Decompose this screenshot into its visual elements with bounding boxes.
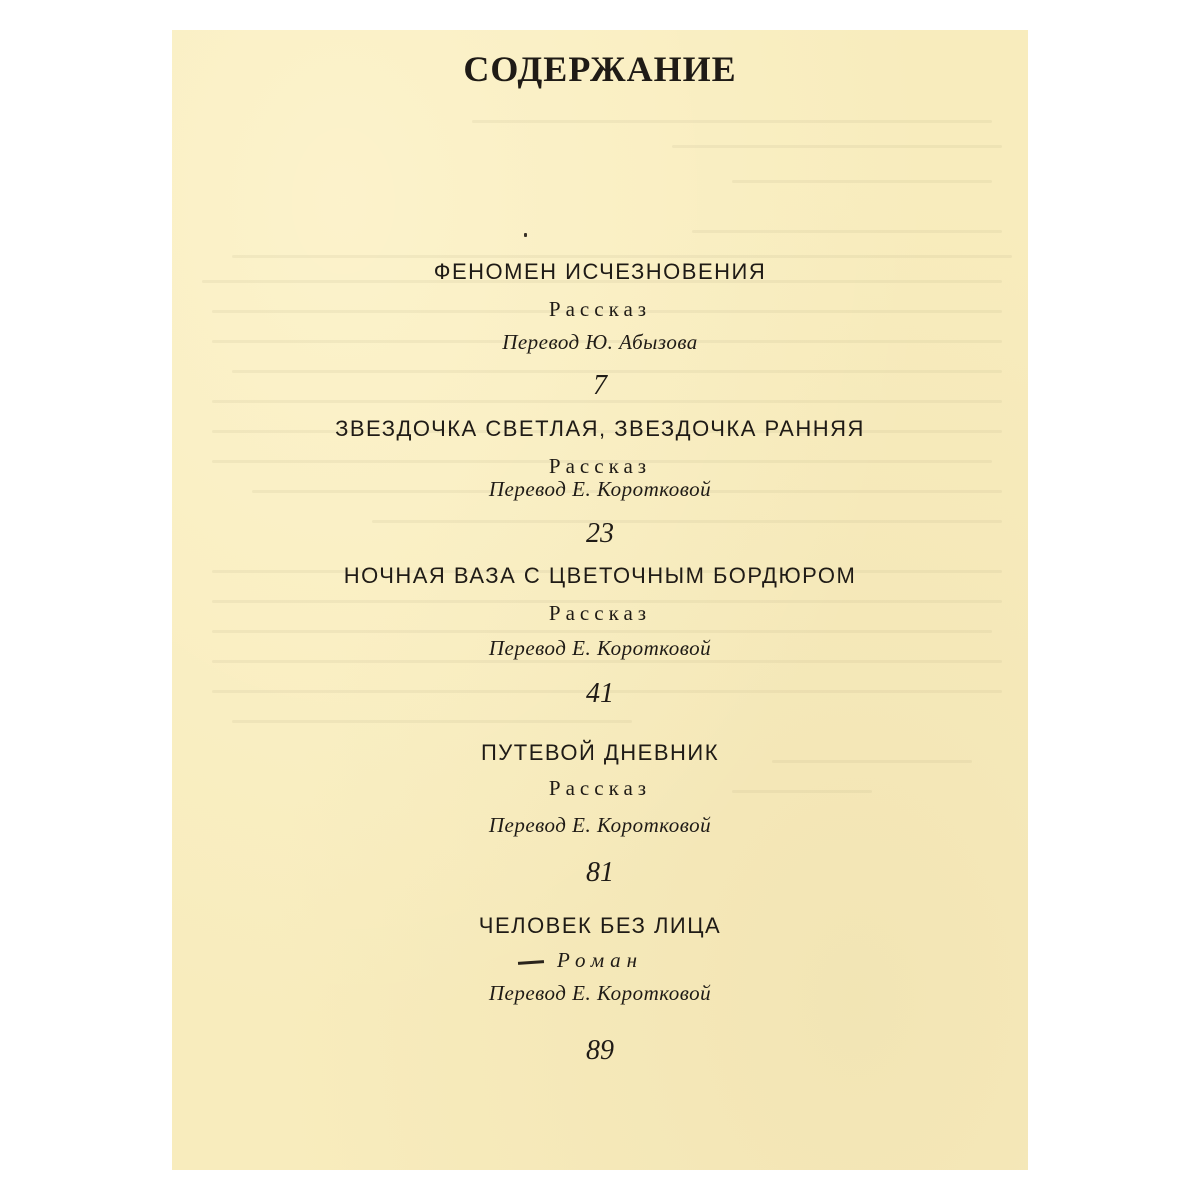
entry-genre: Роман [556,948,644,972]
entry-genre: Рассказ [548,776,652,800]
entry-page-number: 89 [586,1035,614,1066]
entry-genre: Рассказ [548,454,652,478]
entry-genre: Рассказ [548,297,652,321]
entry-title: ЗВЕЗДОЧКА СВЕТЛАЯ, ЗВЕЗДОЧКА РАННЯЯ [335,416,865,441]
entry-page-number: 81 [586,857,614,888]
entry-translator: Перевод Ю. Абызова [502,330,698,354]
ink-speck [524,233,527,237]
entry-translator: Перевод Е. Коротковой [488,636,712,660]
entry-title: ПУТЕВОЙ ДНЕВНИК [480,740,720,765]
entry-title: ЧЕЛОВЕК БЕЗ ЛИЦА [478,913,722,938]
entry-translator: Перевод Е. Коротковой [488,477,712,501]
entry-page-number: 23 [586,518,614,549]
page-heading: СОДЕРЖАНИЕ [463,49,737,89]
book-page [172,30,1028,1170]
entry-page-number: 41 [586,678,614,709]
entry-translator: Перевод Е. Коротковой [488,813,712,837]
entry-page-number: 7 [593,370,607,401]
entry-title: НОЧНАЯ ВАЗА С ЦВЕТОЧНЫМ БОРДЮРОМ [343,563,857,588]
entry-genre: Рассказ [548,601,652,625]
entry-title: ФЕНОМЕН ИСЧЕЗНОВЕНИЯ [433,259,767,284]
entry-translator: Перевод Е. Коротковой [488,981,712,1005]
